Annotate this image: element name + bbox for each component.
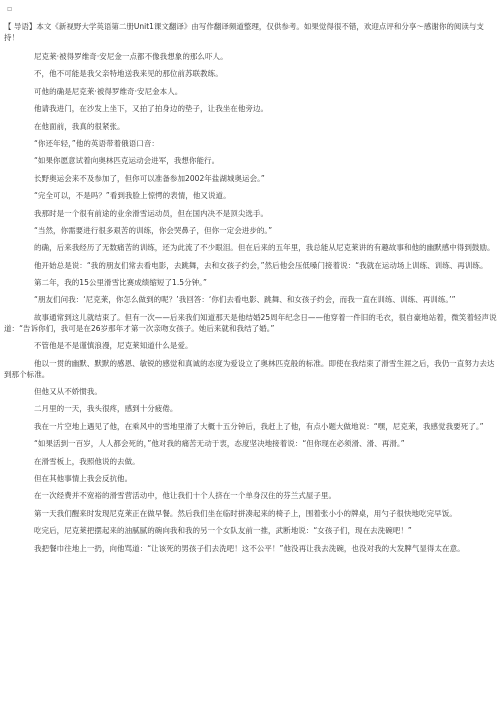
paragraph: 但他又从不娇惯我。 (34, 387, 102, 397)
paragraph: 不，他不可能是我父亲特地送我来见的那位前苏联教练。 (34, 69, 223, 79)
paragraph: 第一天我们醒来时发现尼克莱正在做早餐。然后我们坐在临时拼凑起来的椅子上，围着张小小的牌桌，用勺子很快地吃完早饭。 (34, 508, 457, 518)
paragraph: 尼克莱·被得罗维奇·安尼金一点都不像我想象的那么吓人。 (34, 52, 228, 61)
paragraph: 可他的确是尼克莱·被得罗维奇·安尼金本人。 (34, 86, 183, 96)
paragraph: 长野奥运会来不及参加了，但你可以准备参加2002年盐湖城奥运会。” (34, 173, 265, 183)
paragraph: “如果你愿意试着向奥林匹克运动会进军，我想你能行。 (34, 156, 220, 166)
paragraph: “朋友们问我：‘尼克莱，你怎么做到的呢？’我回答：‘你们去看电影、跳舞、和女孩子约会，而我一直在训练、训练、再训练。’” (34, 295, 456, 305)
paragraph: 吃完后，尼克莱把摆起来的油腻腻的碗向我和我的另一个女队友前一推，武断地说：“女孩子们，现在去洗碗吧！” (34, 526, 412, 536)
paragraph: “完全可以，不是吗？”看到我脸上惊愕的表情，他又说道。 (34, 191, 231, 201)
paragraph: 在滑雪板上，我照他说的去做。 (34, 456, 140, 466)
paragraph: 的确，后来我经历了无数痛苦的训练，还为此流了不少眼泪。但在后来的五年里，我总能从尼克莱讲的有趣故事和他的幽默感中得到鼓励。 (34, 243, 495, 253)
paragraph: 在一次经费并不宽裕的滑雪营活动中，他让我们十个人挤在一个单身汉住的芬兰式屋子里。 (34, 491, 336, 501)
intro-text: 【 导语】本文《新视野大学英语第二册Unit1课文翻译》由写作翻译频道整理，仅供参考。如果觉得很不错，欢迎点评和分享～感谢你的阅读与支持！ (4, 22, 484, 42)
paragraph: 二月里的一天，我头很疼，感到十分疲倦。 (34, 404, 178, 414)
paragraph: “你还年轻，”他的英语带着俄语口音： (34, 138, 159, 148)
paragraph: 不管他是不是谨慎浪漫，尼克莱知道什么是爱。 (34, 341, 193, 351)
paragraph: 他请我进门，在沙发上坐下，又拍了拍身边的垫子，让我坐在他旁边。 (34, 104, 269, 114)
paragraph: 在他面前，我真的很紧张。 (34, 121, 125, 131)
paragraph: 故事通常到这儿就结束了。但有一次——后来我们知道那天是他结婚25周年纪念日——他穿着一件旧的毛衣，很自豪地站着，微笑着轻声说道：“告诉你们，我可是在26岁那年才第一次亲吻女孩子。她后来就和我结了婚。” (4, 312, 497, 333)
corner-mark: ▫ (7, 4, 13, 13)
paragraph: 我把餐巾往地上一扔，向他骂道：“让该死的男孩子们去洗吧！这不公平！”他没再让我去洗碗，也没对我的大发脾气显得太在意。 (34, 543, 465, 553)
paragraph: 他开始总是说：“我的朋友们常去看电影，去跳舞，去和女孩子约会，”然后他会压低嗓门接着说：“我就在运动场上训练、训练、再训练。 (34, 260, 488, 270)
paragraph: “当然，你需要进行很多艰苦的训练，你会哭鼻子，但你一定会进步的。” (34, 225, 273, 235)
paragraph: 第二年，我的15公里滑雪比赛成绩缩短了1.5分钟。” (34, 278, 207, 288)
document-body (4, 21, 498, 560)
paragraph: 但在其他事情上我会反抗他。 (34, 473, 133, 483)
paragraph: 我在一片空地上遇见了他，在乘风中的雪地里滑了大概十五分钟后，我赶上了他，有点小题大做地说：“嘿，尼克莱，我感觉我要死了。” (34, 421, 484, 431)
paragraph: 我那时是一个很有前途的业余滑雪运动员，但在国内决不是顶尖选手。 (34, 208, 269, 218)
paragraph: “如果活到一百岁，人人都会死的，”他对我的痛苦无动于衷，态度坚决地接着说：“但你现在必须滑、滑、再滑。” (34, 439, 405, 449)
paragraph: 他以一贯的幽默、默默的感恩、敏锐的感觉和真诚的态度为爱设立了奥林匹克般的标准。即使在我结束了滑雪生涯之后，我仍一直努力去达到那个标准。 (4, 358, 495, 379)
